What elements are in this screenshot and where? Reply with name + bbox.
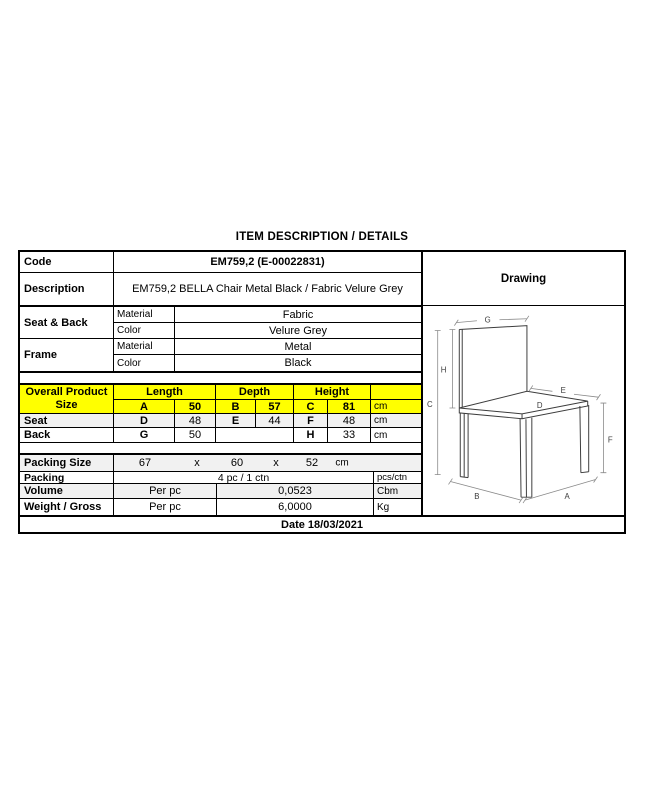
dim-label-b-text: B xyxy=(474,492,480,502)
packing-size-values xyxy=(114,455,421,472)
weight-label: Weight / Gross xyxy=(20,499,114,515)
chair-drawing-svg xyxy=(423,306,624,515)
volume-value: 0,0523 xyxy=(217,484,374,499)
dim-label-e-text: E xyxy=(560,386,566,396)
packing-value: 4 pc / 1 ctn xyxy=(114,472,374,484)
packing-table xyxy=(20,455,421,515)
weight-basis: Per pc xyxy=(114,499,217,515)
chair-outline xyxy=(459,326,588,498)
seat-height-value: 48 xyxy=(328,414,371,428)
description-row xyxy=(20,273,421,307)
size-header-empty xyxy=(371,385,421,400)
frame-material-label: Material xyxy=(114,339,175,355)
frame-material-value: Metal xyxy=(175,339,421,355)
frame-color-value: Black xyxy=(284,357,312,369)
materials-grid xyxy=(20,307,421,373)
seat-back-color-value: Velure Grey xyxy=(175,323,421,339)
overall-height-key: C xyxy=(294,400,328,414)
packing-size-dim1: 67 xyxy=(138,457,152,469)
overall-size-label-line2: Size xyxy=(55,399,78,411)
dim-label-d-text: D xyxy=(536,400,543,410)
volume-basis: Per pc xyxy=(114,484,217,499)
seat-back-material-label: Material xyxy=(114,307,175,323)
code-label: Code xyxy=(20,252,114,272)
packing-unit: pcs/ctn xyxy=(374,472,421,484)
back-length-key: G xyxy=(114,428,175,442)
frame-color-label: Color xyxy=(114,355,175,371)
frame-label: Frame xyxy=(20,339,114,371)
seat-depth-value: 44 xyxy=(256,414,294,428)
page-title: ITEM DESCRIPTION / DETAILS xyxy=(235,231,409,243)
drawing-area xyxy=(423,306,624,515)
packing-size-dim2: 60 xyxy=(230,457,244,469)
overall-unit: cm xyxy=(371,400,421,414)
table-body xyxy=(20,252,624,515)
weight-value: 6,0000 xyxy=(217,499,374,515)
seat-length-value: 48 xyxy=(175,414,216,428)
overall-depth-value: 57 xyxy=(256,400,294,414)
length-header: Length xyxy=(114,385,216,400)
overall-size-label xyxy=(20,385,114,414)
volume-label: Volume xyxy=(20,484,114,499)
height-header: Height xyxy=(294,385,371,400)
seat-height-key: F xyxy=(294,414,328,428)
drawing-title: Drawing xyxy=(423,252,624,306)
overall-size-label-line1: Overall Product xyxy=(25,386,108,399)
spacer-row-2 xyxy=(20,443,421,455)
seat-depth-key: E xyxy=(216,414,256,428)
dim-label-h-text: H xyxy=(440,365,447,375)
seat-unit: cm xyxy=(371,414,421,428)
back-height-value: 33 xyxy=(328,428,371,442)
volume-unit: Cbm xyxy=(374,484,421,499)
drawing-panel xyxy=(421,252,624,515)
packing-size-sep1: x xyxy=(194,457,200,469)
back-unit: cm xyxy=(374,429,388,441)
overall-height-value: 81 xyxy=(328,400,371,414)
code-value: EM759,2 (E-00022831) xyxy=(210,256,325,268)
packing-size-dim3: 52 xyxy=(305,457,319,469)
dim-label-g-text: G xyxy=(484,315,491,325)
code-row xyxy=(20,252,421,273)
seat-back-label: Seat & Back xyxy=(20,307,114,339)
back-height-key: H xyxy=(294,428,328,442)
packing-size-unit: cm xyxy=(335,457,349,469)
back-row-label: Back xyxy=(20,428,114,442)
size-table xyxy=(20,385,421,443)
date-row xyxy=(20,515,624,532)
seat-length-key: D xyxy=(114,414,175,428)
spec-section xyxy=(20,252,421,515)
packing-size-label: Packing Size xyxy=(20,455,114,472)
weight-unit: Kg xyxy=(377,501,390,513)
date-text: Date 18/03/2021 xyxy=(281,518,363,531)
dim-label-c-text: C xyxy=(427,399,433,409)
overall-depth-key: B xyxy=(216,400,256,414)
depth-header: Depth xyxy=(216,385,294,400)
overall-length-key: A xyxy=(114,400,175,414)
dim-label-f-text: F xyxy=(607,435,613,445)
seat-back-color-label: Color xyxy=(114,323,175,339)
packing-size-sep2: x xyxy=(273,457,279,469)
spacer-row xyxy=(20,373,421,385)
overall-length-value: 50 xyxy=(175,400,216,414)
item-description-table xyxy=(18,250,626,534)
seat-back-material-value: Fabric xyxy=(175,307,421,323)
seat-row-label: Seat xyxy=(20,414,114,428)
description-value: EM759,2 BELLA Chair Metal Black / Fabric Velure Grey xyxy=(132,283,403,295)
description-label: Description xyxy=(20,273,114,305)
back-length-value: 50 xyxy=(175,428,216,442)
packing-label: Packing xyxy=(20,472,114,484)
dim-label-a-text: A xyxy=(564,492,570,502)
back-depth-empty xyxy=(216,428,294,442)
